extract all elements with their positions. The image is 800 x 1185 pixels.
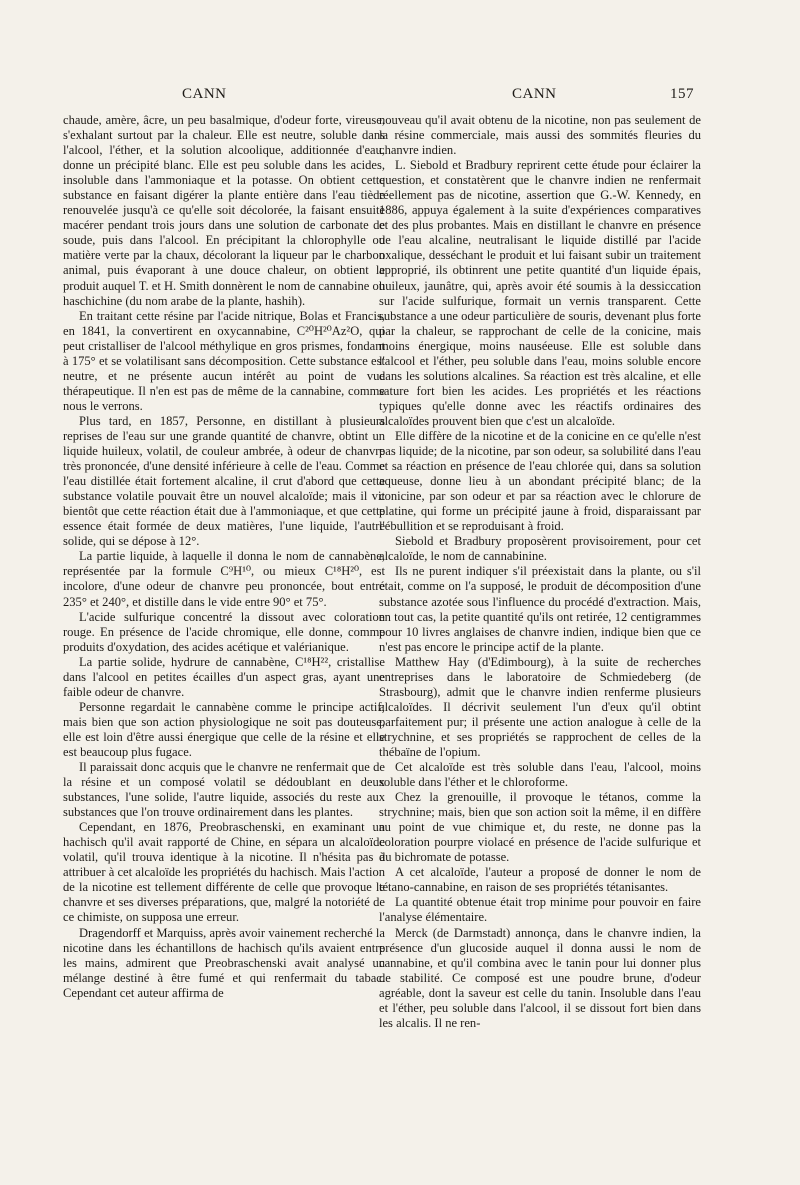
right-column bbox=[379, 113, 701, 1031]
paragraph: chaude, amère, âcre, un peu basalmique, d'odeur forte, vireuse, s'exhalant surtout par la chaleur. Elle est neutre, soluble dans l'alcool, l'éther, et la solution alcoolique, additionnée d'eau, donne un précipité blanc. Elle est peu soluble dans les acides, insoluble dans l'ammoniaque et la potasse. On obtient cette substance en faisant digérer la plante entière dans l'eau tiède renouvelée jusqu'à ce qu'elle soit décolorée, la faisant ensuite macérer pendant trois jours dans une solution de carbonate de soude, puis dans l'alcool. En précipitant la chlorophylle ou matière verte par la chaux, décolorant la liqueur par le charbon animal, puis évaporant à une douce chaleur, on obtient le produit auquel T. et H. Smith donnèrent le nom de cannabine ou haschichine (du nom arabe de la plante, hashih). bbox=[63, 113, 385, 308]
paragraph: La partie solide, hydrure de cannabène, C¹⁸H²², cristallise dans l'alcool en petites écailles d'un aspect gras, ayant une faible odeur de chanvre. bbox=[63, 654, 385, 699]
paragraph: nouveau qu'il avait obtenu de la nicotine, non pas seulement de la résine commerciale, mais aussi des sommités fleuries du chanvre indien. bbox=[379, 113, 701, 158]
paragraph: Matthew Hay (d'Edimbourg), à la suite de recherches entreprises dans le laboratoire de Schmiedeberg (de Strasbourg), admit que le chanvre indien renferme plusieurs alcaloïdes. Il décrivit seulement l'un d'eux qu'il obtint parfaitement pur; il présente une action analogue à celle de la strychnine, et ses propriétés se rapprochent de celles de la thébaïne de l'opium. bbox=[379, 654, 701, 759]
page-number: 157 bbox=[670, 86, 694, 102]
paragraph: Personne regardait le cannabène comme le principe actif; mais bien que son action physiologique ne soit pas douteuse, elle est loin d'être aussi énergique que celle de la résine et elle est beaucoup plus fugace. bbox=[63, 699, 385, 759]
paragraph: Chez la grenouille, il provoque le tétanos, comme la strychnine; mais, bien que son action soit la même, il en diffère au point de vue chimique et, du reste, ne donne pas la coloration pourpre violacé en présence de l'acide sulfurique et du bichromate de potasse. bbox=[379, 790, 701, 865]
running-header bbox=[0, 86, 800, 108]
header-right-title: CANN bbox=[512, 86, 557, 102]
header-left-title: CANN bbox=[182, 86, 227, 102]
paragraph: A cet alcaloïde, l'auteur a proposé de donner le nom de tétano-cannabine, en raison de ses propriétés tétanisantes. bbox=[379, 865, 701, 895]
paragraph: En traitant cette résine par l'acide nitrique, Bolas et Francis, en 1841, la convertirent en oxycannabine, C²⁰H²⁰Az²O, qui peut cristalliser de l'alcool méthylique en gros prismes, fondant à 175° et se volatilisant sans décomposition. Cette substance est neutre, et ne présente aucun intérêt au point de vue thérapeutique. Il n'en est pas de même de la cannabine, comme nous le verrons. bbox=[63, 308, 385, 413]
paragraph: Merck (de Darmstadt) annonça, dans le chanvre indien, la présence d'un glucoside auquel il donna aussi le nom de cannabine, et qu'il combina avec le tanin pour lui donner plus de stabilité. Ce composé est une poudre brune, d'odeur agréable, dont la saveur est celle du tanin. Insoluble dans l'eau et l'éther, peu soluble dans l'alcool, il se dissout fort bien dans les alcalis. Il ne ren- bbox=[379, 925, 701, 1030]
paragraph: Cependant, en 1876, Preobraschenski, en examinant un hachisch qu'il avait rapporté de Chine, en sépara un alcaloïde volatil, qu'il trouva identique à la nicotine. Il n'hésita pas à attribuer à cet alcaloïde les propriétés du hachisch. Mais l'action de la nicotine est tellement différente de celle que provoque le chanvre et ses diverses préparations, que, malgré la notoriété de ce chimiste, on supposa une erreur. bbox=[63, 820, 385, 925]
paragraph: Elle diffère de la nicotine et de la conicine en ce qu'elle n'est pas liquide; de la nicotine, par son odeur, sa solubilité dans l'eau et sa réaction en présence de l'eau chlorée qui, dans sa solution aqueuse, donne lieu à un abondant précipité blanc; de la conicine, par son odeur et par sa réaction avec le chlorure de platine, qui forme un précipité jaune à froid, disparaissant par l'ébullition et se reproduisant à froid. bbox=[379, 428, 701, 534]
paragraph: Il paraissait donc acquis que le chanvre ne renfermait que de la résine et un composé volatil se dédoublant en deux substances, l'une solide, l'autre liquide, associés du reste aux substances que l'on trouve ordinairement dans les plantes. bbox=[63, 760, 385, 820]
left-column bbox=[63, 113, 385, 1001]
paragraph: Plus tard, en 1857, Personne, en distillant à plusieurs reprises de l'eau sur une grande quantité de chanvre, obtint un liquide huileux, volatil, de couleur ambrée, à odeur de chanvre très prononcée, d'une densité inférieure à celle de l'eau. Comme l'eau distillée était fortement alcaline, il crut d'abord que cette substance volatile pouvait être un nouvel alcaloïde; mais il vit bientôt que cette réaction était due à l'ammoniaque, et que cette essence était formée de deux matières, l'une liquide, l'autre solide, qui se dépose à 12°. bbox=[63, 413, 385, 549]
paragraph: Dragendorff et Marquiss, après avoir vainement recherché la nicotine dans les échantillons de hachisch qu'ils avaient entre les mains, admirent que Preobraschenski avait analysé un mélange destiné à être fumé et qui renfermait du tabac. Cependant cet auteur affirma de bbox=[63, 925, 385, 1000]
paragraph: Ils ne purent indiquer s'il préexistait dans la plante, ou s'il était, comme on l'a supposé, le produit de décomposition d'une substance azotée sous l'influence du procédé d'extraction. Mais, en tout cas, la petite quantité qu'ils ont retirée, 12 centigrammes pour 10 livres anglaises de chanvre indien, indique bien que ce n'est pas encore le principe actif de la plante. bbox=[379, 564, 701, 654]
paragraph: L. Siebold et Bradbury reprirent cette étude pour éclairer la question, et constatèrent que le chanvre indien ne renfermait réellement pas de nicotine, assertion que G.-W. Kennedy, en 1886, appuya également à la suite d'expériences comparatives et des plus probantes. Mais en distillant le chanvre en présence de l'eau alcaline, neutralisant le liquide distillé par l'acide oxalique, desséchant le produit et lui faisant subir un traitement approprié, ils obtinrent une petite quantité d'un liquide épais, huileux, jaunâtre, qui, après avoir été soumis à la dessiccation sur l'acide sulfurique, formait un vernis transparent. Cette substance a une odeur particulière de souris, devenant plus forte par la chaleur, se rapprochant de celle de la conicine, mais moins énergique, moins nauséeuse. Elle est soluble dans l'alcool et l'éther, peu soluble dans l'eau, moins soluble encore dans les solutions alcalines. Sa réaction est très alcaline, et elle sature fort bien les acides. Les propriétés et les réactions typiques qu'elle donne avec les réactifs ordinaires des alcaloïdes prouvent bien que c'est un alcaloïde. bbox=[379, 158, 701, 428]
paragraph: La partie liquide, à laquelle il donna le nom de cannabène, représentée par la formule C⁹H¹⁰, ou mieux C¹⁸H²⁰, est incolore, d'une odeur de chanvre peu prononcée, bout entre 235° et 240°, et distille dans le vide entre 90° et 75°. bbox=[63, 549, 385, 609]
paragraph: L'acide sulfurique concentré la dissout avec coloration rouge. En présence de l'acide chromique, elle donne, comme produits d'oxydation, des acides acétique et valérianique. bbox=[63, 609, 385, 654]
paragraph: Cet alcaloïde est très soluble dans l'eau, l'alcool, moins soluble dans l'éther et le chloroforme. bbox=[379, 760, 701, 790]
paragraph: La quantité obtenue était trop minime pour pouvoir en faire l'analyse élémentaire. bbox=[379, 895, 701, 925]
paragraph: Siebold et Bradbury proposèrent provisoirement, pour cet alcaloïde, le nom de cannabinine. bbox=[379, 534, 701, 564]
